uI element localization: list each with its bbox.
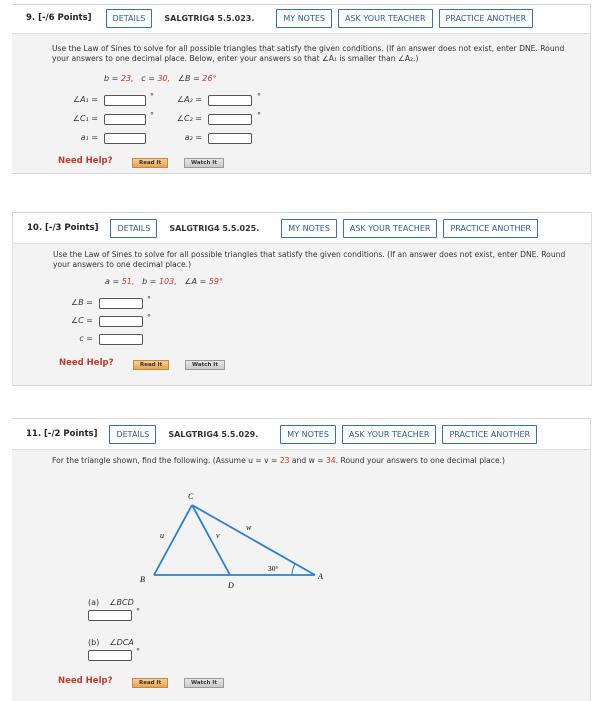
input-c[interactable] — [99, 334, 143, 345]
degree-symbol: ° — [147, 295, 151, 304]
instructions: Use the Law of Sines to solve for all possible triangles that satisfy the given conditions. (If an answer does not exist, enter DNE. Round your answers to one decimal place. Below, enter your answers so that ∠A₁ is smaller than ∠A₂.) — [52, 44, 565, 63]
practice-another-button[interactable]: PRACTICE ANOTHER — [439, 9, 534, 28]
practice-another-button[interactable]: PRACTICE ANOTHER — [443, 219, 538, 238]
question-number: 9. [-/6 Points] — [26, 13, 92, 23]
my-notes-button[interactable]: MY NOTES — [280, 425, 336, 444]
problem-code: SALGTRIG4 5.5.029. — [168, 429, 259, 439]
vertex-D: D — [228, 581, 234, 590]
my-notes-button[interactable]: MY NOTES — [281, 219, 337, 238]
side-u — [154, 505, 192, 575]
vertex-C: C — [188, 492, 194, 501]
input-A2[interactable] — [208, 95, 252, 106]
vertex-A: A — [318, 572, 323, 581]
question-10 — [12, 212, 592, 386]
label-C: ∠C = — [70, 316, 93, 325]
input-a2[interactable] — [208, 133, 252, 144]
part-a-label: (a) ∠BCD — [88, 598, 134, 607]
watch-it-button[interactable]: Watch It — [185, 360, 225, 370]
need-help-label: Need Help? — [58, 156, 113, 166]
question-9 — [12, 4, 591, 174]
need-help-label: Need Help? — [59, 358, 114, 368]
question-11-header — [12, 421, 590, 447]
given-values: b = 23, c = 30, ∠B = 26° — [104, 74, 217, 83]
problem-code: SALGTRIG4 5.5.025. — [169, 223, 260, 233]
degree-symbol: ° — [257, 111, 261, 120]
input-C[interactable] — [99, 316, 143, 327]
instructions: Use the Law of Sines to solve for all possible triangles that satisfy the given conditions. (If an answer does not exist, enter DNE. Round your answers to one decimal place.) — [53, 250, 566, 269]
angle-label: 30° — [268, 564, 279, 573]
read-it-button[interactable]: Read It — [133, 360, 169, 370]
degree-symbol: ° — [136, 647, 140, 656]
ask-teacher-button[interactable]: ASK YOUR TEACHER — [338, 9, 433, 28]
question-11 — [12, 418, 591, 701]
my-notes-button[interactable]: MY NOTES — [276, 9, 332, 28]
given-values: a = 51, b = 103, ∠A = 59° — [105, 277, 224, 286]
question-9-header — [12, 5, 590, 31]
input-DCA[interactable] — [88, 650, 132, 661]
angle-arc — [292, 564, 295, 575]
question-10-body — [13, 243, 591, 385]
label-w: w — [246, 523, 252, 532]
label-C1: ∠C₁ = — [72, 114, 98, 123]
question-number: 10. [-/3 Points] — [27, 223, 99, 233]
label-C2: ∠C₂ = — [176, 114, 202, 123]
input-C1[interactable] — [104, 114, 146, 125]
degree-symbol: ° — [257, 92, 261, 101]
watch-it-button[interactable]: Watch It — [184, 158, 224, 168]
label-a1: a₁ = — [80, 133, 98, 142]
label-A2: ∠A₂ = — [176, 95, 202, 104]
input-C2[interactable] — [208, 114, 252, 125]
watch-it-button[interactable]: Watch It — [184, 678, 224, 688]
ask-teacher-button[interactable]: ASK YOUR TEACHER — [343, 219, 438, 238]
question-number: 11. [-/2 Points] — [26, 429, 98, 439]
input-BCD[interactable] — [88, 610, 132, 621]
details-button[interactable]: DETAILS — [109, 425, 156, 444]
part-b-label: (b) ∠DCA — [88, 638, 134, 647]
read-it-button[interactable]: Read It — [132, 158, 168, 168]
instructions: For the triangle shown, find the following. (Assume u = v = 23 and w = 34. Round your answers to one decimal place.) — [52, 456, 505, 465]
label-u: u — [160, 531, 164, 540]
question-11-body — [12, 449, 590, 701]
problem-code: SALGTRIG4 5.5.023. — [164, 13, 255, 23]
input-A1[interactable] — [104, 95, 146, 106]
input-a1[interactable] — [104, 133, 146, 144]
degree-symbol: ° — [150, 92, 154, 101]
need-help-label: Need Help? — [58, 676, 113, 686]
ask-teacher-button[interactable]: ASK YOUR TEACHER — [342, 425, 437, 444]
question-10-header — [13, 215, 591, 241]
label-B: ∠B = — [71, 298, 93, 307]
label-A1: ∠A₁ = — [72, 95, 98, 104]
triangle-figure — [132, 486, 332, 601]
label-v: v — [216, 531, 220, 540]
details-button[interactable]: DETAILS — [106, 9, 153, 28]
degree-symbol: ° — [147, 313, 151, 322]
input-B[interactable] — [99, 298, 143, 309]
vertex-B: B — [140, 575, 145, 584]
label-c: c = — [79, 334, 93, 343]
question-9-body — [12, 33, 590, 173]
read-it-button[interactable]: Read It — [132, 678, 168, 688]
details-button[interactable]: DETAILS — [110, 219, 157, 238]
degree-symbol: ° — [136, 607, 140, 616]
practice-another-button[interactable]: PRACTICE ANOTHER — [442, 425, 537, 444]
label-a2: a₂ = — [184, 133, 202, 142]
degree-symbol: ° — [150, 111, 154, 120]
